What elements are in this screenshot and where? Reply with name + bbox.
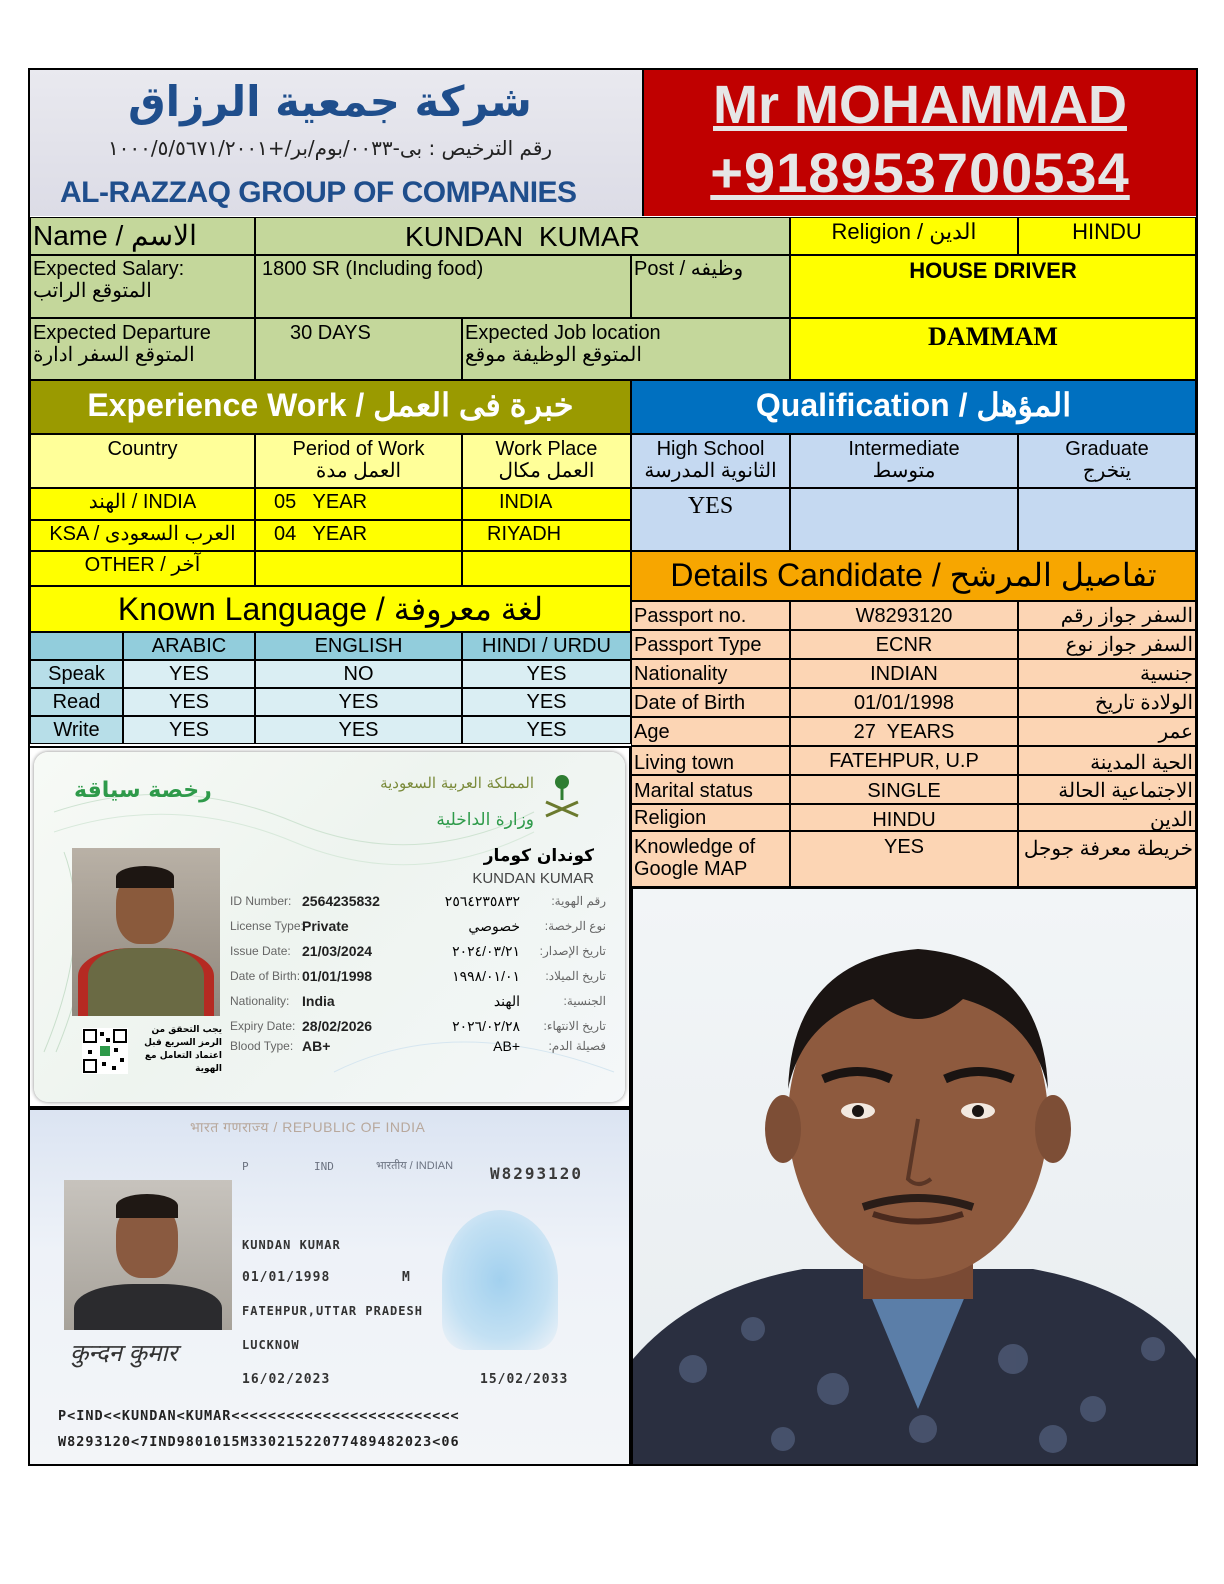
agent-phone: +918953700534 xyxy=(710,141,1130,204)
salary-value: 1800 SR (Including food) xyxy=(255,255,631,318)
license-field-row: Date of Birth: 01/01/1998 ١٩٩٨/٠١/٠١ تاريخ الميلاد: xyxy=(230,968,606,984)
detail-value: FATEHPUR, U.P xyxy=(790,746,1018,775)
religion-value: HINDU xyxy=(1018,217,1196,255)
lang-cell: YES xyxy=(462,716,631,744)
license-ministry: وزارة الداخلية xyxy=(436,810,534,830)
detail-arabic: عمر xyxy=(1018,717,1196,746)
lang-cell: YES xyxy=(462,688,631,716)
passport-nationality: भारतीय / INDIAN xyxy=(376,1160,454,1172)
lang-row-label: Speak xyxy=(30,660,123,688)
exp-row-period xyxy=(255,551,462,586)
passport-mrz-line-2: W8293120<7IND9801015M3302152207748948​2023<06 xyxy=(58,1434,460,1450)
license-photo-hair xyxy=(116,866,174,888)
passport-code: IND xyxy=(314,1160,334,1173)
detail-label: Date of Birth xyxy=(631,688,790,717)
detail-arabic: الاجتماعية الحالة xyxy=(1018,775,1196,804)
company-name: AL-RAZZAQ GROUP OF COMPANIES xyxy=(60,176,577,209)
qr-note: يجب التحقق من الرمز السريع قبل اعتماد التعامل مع الهوية xyxy=(144,1025,222,1074)
detail-value: W8293120 xyxy=(790,601,1018,630)
passport-sex: M xyxy=(402,1270,410,1285)
passport-mrz-line-1: P<IND<<KUNDAN<KUMAR<<<<<<<<<<<<<<<<<<<<<<<<< xyxy=(58,1408,460,1424)
exp-row-place: RIYADH xyxy=(462,520,631,551)
qr-code-icon xyxy=(82,1028,128,1074)
salary-label: Expected Salary: المتوقع الراتب xyxy=(30,255,255,318)
exp-row-country: الهند / INDIA xyxy=(30,488,255,520)
detail-label: Passport no. xyxy=(631,601,790,630)
departure-label: Expected Departure المتوقع السفر ادارة xyxy=(30,318,255,380)
detail-arabic: جنسية xyxy=(1018,659,1196,688)
lang-cell: YES xyxy=(123,688,255,716)
detail-label: Passport Type xyxy=(631,630,790,659)
exp-row-country: OTHER / آخر xyxy=(30,551,255,586)
passport-photo-hair xyxy=(116,1194,178,1218)
lang-header-hindi-urdu: HINDI / URDU xyxy=(462,632,631,660)
exp-row-period: 05 YEAR xyxy=(255,488,462,520)
qual-graduate-value xyxy=(1018,488,1196,551)
passport-issue-date: 16/02/2023 xyxy=(242,1372,331,1387)
logo-arabic: شركة جمعية الرزاق xyxy=(128,77,532,126)
exp-row-place xyxy=(462,551,631,586)
detail-value: INDIAN xyxy=(790,659,1018,688)
name-value: KUNDAN KUMAR xyxy=(255,217,790,255)
detail-arabic: الولادة تاريخ xyxy=(1018,688,1196,717)
name-label: Name / الاسم xyxy=(30,217,255,255)
passport-page xyxy=(28,1108,631,1466)
lang-header-english: ENGLISH xyxy=(255,632,462,660)
detail-value: HINDU xyxy=(790,804,1018,831)
exp-row-place: INDIA xyxy=(462,488,631,520)
passport-place-of-birth: FATEHPUR,UTTAR PRADESH xyxy=(242,1304,423,1318)
exp-row-period: 04 YEAR xyxy=(255,520,462,551)
license-photo xyxy=(72,848,220,1016)
detail-value: SINGLE xyxy=(790,775,1018,804)
detail-arabic: خريطة معرفة جوجل xyxy=(1018,831,1196,887)
license-name-en: KUNDAN KUMAR xyxy=(472,870,594,887)
post-value: HOUSE DRIVER xyxy=(790,255,1196,318)
passport-header: भारत गणराज्य / REPUBLIC OF INDIA xyxy=(190,1119,426,1135)
post-label: Post / وظيفه xyxy=(631,255,790,318)
detail-arabic: السفر جواز نوع xyxy=(1018,630,1196,659)
agent-contact xyxy=(644,70,1196,216)
qual-header-graduate: Graduate يتخرج xyxy=(1018,434,1196,488)
lang-cell: YES xyxy=(123,660,255,688)
detail-label: Knowledge of Google MAP xyxy=(631,831,790,887)
detail-label: Religion xyxy=(631,804,790,831)
passport-given-name: KUNDAN KUMAR xyxy=(242,1238,341,1252)
license-name-ar: كوندان كومار xyxy=(483,846,594,866)
detail-value: YES xyxy=(790,831,1018,887)
detail-value: 01/01/1998 xyxy=(790,688,1018,717)
detail-label: Nationality xyxy=(631,659,790,688)
lang-cell: YES xyxy=(462,660,631,688)
detail-arabic: الحية المدينة xyxy=(1018,746,1196,775)
driving-license-card xyxy=(28,746,631,1108)
exp-header-period: Period of Work العمل مدة xyxy=(255,434,462,488)
departure-value: 30 DAYS xyxy=(255,318,462,380)
lang-cell: NO xyxy=(255,660,462,688)
passport-number: W8293120 xyxy=(490,1164,584,1183)
exp-header-country: Country xyxy=(30,434,255,488)
detail-label: Age xyxy=(631,717,790,746)
language-title: Known Language / لغة معروفة xyxy=(30,586,631,632)
qual-header-intermediate: Intermediate متوسط xyxy=(790,434,1018,488)
exp-row-country: KSA / العرب السعودى xyxy=(30,520,255,551)
qual-intermediate-value xyxy=(790,488,1018,551)
lang-cell: YES xyxy=(255,716,462,744)
lang-header-arabic: ARABIC xyxy=(123,632,255,660)
license-title: رخصة سياقة xyxy=(74,778,212,803)
detail-value: 27 YEARS xyxy=(790,717,1018,746)
detail-label: Living town xyxy=(631,746,790,775)
job-location-label: Expected Job location المتوقع الوظيفة موقع xyxy=(462,318,790,380)
license-photo-shirt xyxy=(78,948,214,1016)
license-field-row: Nationality: India الهند الجنسية: xyxy=(230,993,606,1009)
passport-ghost-photo xyxy=(442,1210,558,1350)
lang-cell: YES xyxy=(255,688,462,716)
license-field-row: License Type: Private خصوصي نوع الرخصة: xyxy=(230,918,606,934)
license-kingdom: المملكة العربية السعودية xyxy=(380,774,534,792)
passport-expiry-date: 15/02/2033 xyxy=(480,1372,569,1387)
detail-arabic: السفر جواز رقم xyxy=(1018,601,1196,630)
exp-header-place: Work Place العمل مكال xyxy=(462,434,631,488)
passport-photo xyxy=(64,1180,232,1330)
detail-label: Marital status xyxy=(631,775,790,804)
license-field-row: Issue Date: 21/03/2024 ٢٠٢٤/٠٣/٢١ تاريخ الإصدار: xyxy=(230,943,606,959)
lang-cell: YES xyxy=(123,716,255,744)
lang-row-label: Write xyxy=(30,716,123,744)
qual-header-high-school: High School الثانوية المدرسة xyxy=(631,434,790,488)
license-line: رقم الترخيص : بى-٠٠٣٣/بوم/بر/+١٠٠٠/٥/٥٦٧١/٢٠٠١ xyxy=(107,136,553,160)
license-field-row: ID Number: 2564235832 ٢٥٦٤٢٣٥٨٣٢ رقم الهوية: xyxy=(230,893,606,909)
lang-header-corner xyxy=(30,632,123,660)
passport-place-of-issue: LUCKNOW xyxy=(242,1338,300,1352)
saudi-emblem-icon xyxy=(538,772,586,824)
passport-type: P xyxy=(242,1160,249,1173)
religion-label: Religion / الدين xyxy=(790,217,1018,255)
license-field-row: Blood Type: AB+ AB+ فصيلة الدم: xyxy=(230,1038,606,1054)
candidate-portrait xyxy=(631,887,1198,1466)
company-logo xyxy=(30,70,644,216)
qual-high-school-value: YES xyxy=(631,488,790,551)
lang-row-label: Read xyxy=(30,688,123,716)
license-field-row: Expiry Date: 28/02/2026 ٢٠٢٦/٠٢/٢٨ تاريخ الانتهاء: xyxy=(230,1018,606,1034)
experience-title: Experience Work / خبرة فى العمل xyxy=(30,380,631,434)
job-location-value: DAMMAM xyxy=(790,318,1196,380)
passport-signature: कुन्दन कुमार xyxy=(70,1340,178,1367)
portrait-illustration xyxy=(633,889,1196,1464)
detail-arabic: الدين xyxy=(1018,804,1196,831)
passport-dob: 01/01/1998 xyxy=(242,1270,331,1285)
details-title: Details Candidate / تفاصيل المرشح xyxy=(631,551,1196,601)
agent-name: Mr MOHAMMAD xyxy=(713,75,1127,135)
passport-photo-jacket xyxy=(74,1284,222,1330)
qualification-title: Qualification / المؤهل xyxy=(631,380,1196,434)
detail-value: ECNR xyxy=(790,630,1018,659)
license-card-body xyxy=(34,752,625,1102)
